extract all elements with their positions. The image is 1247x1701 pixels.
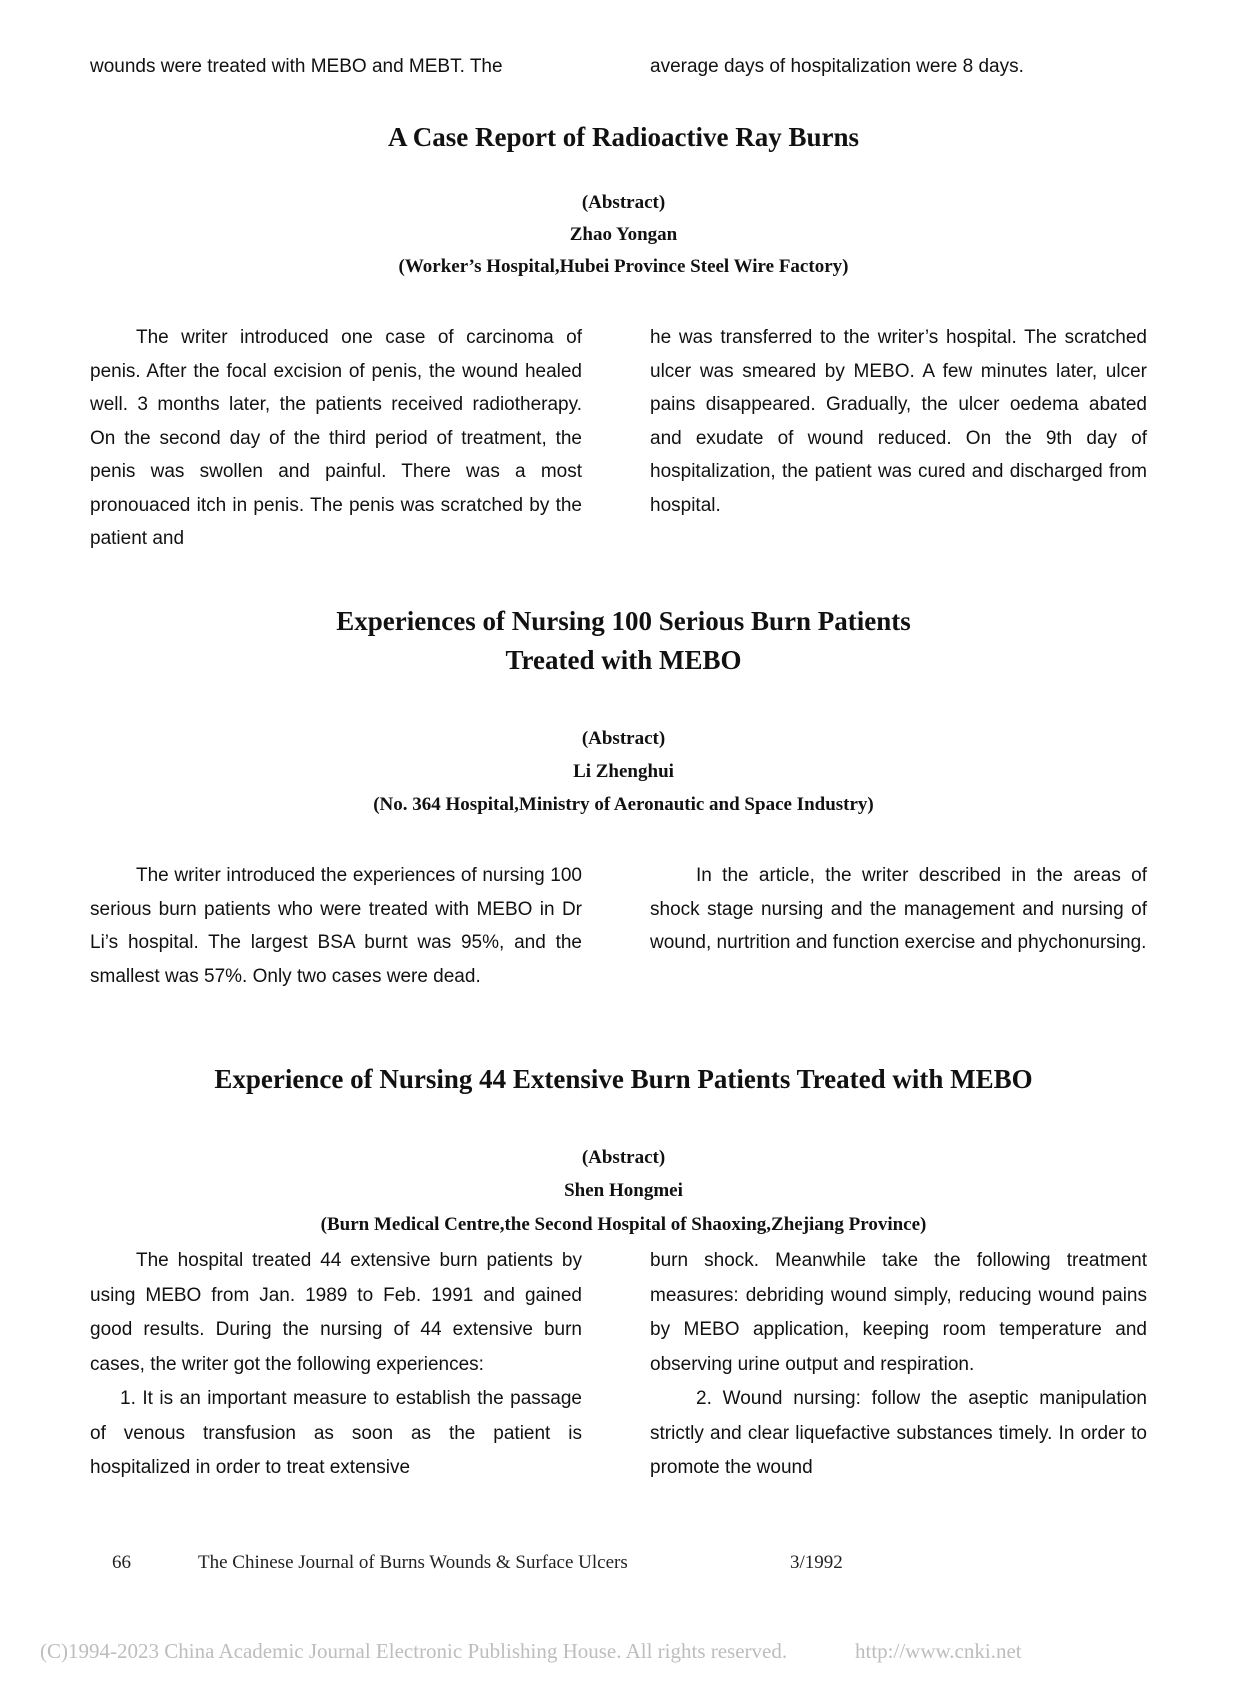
paragraph: 1. It is an important measure to establish the passage of venous transfusion as soon as the patient is hospitalized in order to treat extensive — [90, 1388, 582, 1478]
article-3-author: Shen Hongmei — [564, 1180, 683, 1201]
paragraph: 2. Wound nursing: follow the aseptic manipulation strictly and clear liquefactive substances timely. In order to promote the wound — [650, 1388, 1147, 1478]
copyright-url: http://www.cnki.net — [855, 1639, 1022, 1663]
article-2-affiliation: (No. 364 Hospital,Ministry of Aeronautic and Space Industry) — [373, 794, 874, 815]
article-1-affiliation: (Worker’s Hospital,Hubei Province Steel Wire Factory) — [398, 256, 849, 277]
article-3-left-column — [90, 1244, 582, 1486]
article-2-left-column — [90, 859, 582, 993]
carryover-right: average days of hospitalization were 8 days. — [650, 56, 1024, 77]
copyright-notice: (C)1994-2023 China Academic Journal Electronic Publishing House. All rights reserved. — [40, 1639, 788, 1663]
article-1-title: A Case Report of Radioactive Ray Burns — [388, 122, 859, 152]
article-2-title-line-2: Treated with MEBO — [505, 645, 742, 675]
paragraph: The writer introduced the experiences of nursing 100 serious burn patients who were treated with MEBO in Dr Li’s hospital. The largest BSA burnt was 95%, and the smallest was 57%. Only two cases were dead. — [90, 865, 582, 987]
article-1-right-column — [650, 321, 1147, 522]
article-3-abstract-label: (Abstract) — [581, 1147, 666, 1168]
page-number: 66 — [112, 1552, 131, 1573]
article-1-author: Zhao Yongan — [569, 224, 678, 245]
article-3-title: Experience of Nursing 44 Extensive Burn Patients Treated with MEBO — [214, 1064, 1033, 1094]
journal-name: The Chinese Journal of Burns Wounds & Surface Ulcers — [198, 1552, 628, 1573]
article-2-right-column — [650, 859, 1147, 960]
article-3-affiliation: (Burn Medical Centre,the Second Hospital of Shaoxing,Zhejiang Province) — [320, 1214, 927, 1235]
paragraph: he was transferred to the writer’s hospital. The scratched ulcer was smeared by MEBO. A few minutes later, ulcer pains disappeared. Gradually, the ulcer oedema abated and exudate of wound reduced. On the 9th day of hospitalization, the patient was cured and discharged from hospital. — [650, 327, 1147, 516]
article-1-abstract-label: (Abstract) — [581, 192, 666, 213]
paragraph: In the article, the writer described in the areas of shock stage nursing and the management and nursing of wound, nurtrition and function exercise and phychonursing. — [650, 865, 1147, 953]
article-1-left-column — [90, 321, 582, 556]
article-2-author: Li Zhenghui — [573, 761, 674, 782]
article-2-title-line-1: Experiences of Nursing 100 Serious Burn Patients — [336, 606, 911, 636]
article-2-abstract-label: (Abstract) — [581, 728, 666, 749]
article-3-right-column — [650, 1244, 1147, 1486]
paragraph: The hospital treated 44 extensive burn patients by using MEBO from Jan. 1989 to Feb. 1991 and gained good results. During the nursing of 44 extensive burn cases, the writer got the following experiences: — [90, 1250, 582, 1375]
paragraph: burn shock. Meanwhile take the following treatment measures: debriding wound simply, reducing wound pains by MEBO application, keeping room temperature and observing urine output and respiration. — [650, 1250, 1147, 1375]
issue-number: 3/1992 — [790, 1552, 843, 1573]
paragraph: The writer introduced one case of carcinoma of penis. After the focal excision of penis, the wound healed well. 3 months later, the patients received radiotherapy. On the second day of the third period of treatment, the penis was swollen and painful. There was a most pronouaced itch in penis. The penis was scratched by the patient and — [90, 327, 582, 549]
carryover-left: wounds were treated with MEBO and MEBT. The — [90, 56, 503, 77]
